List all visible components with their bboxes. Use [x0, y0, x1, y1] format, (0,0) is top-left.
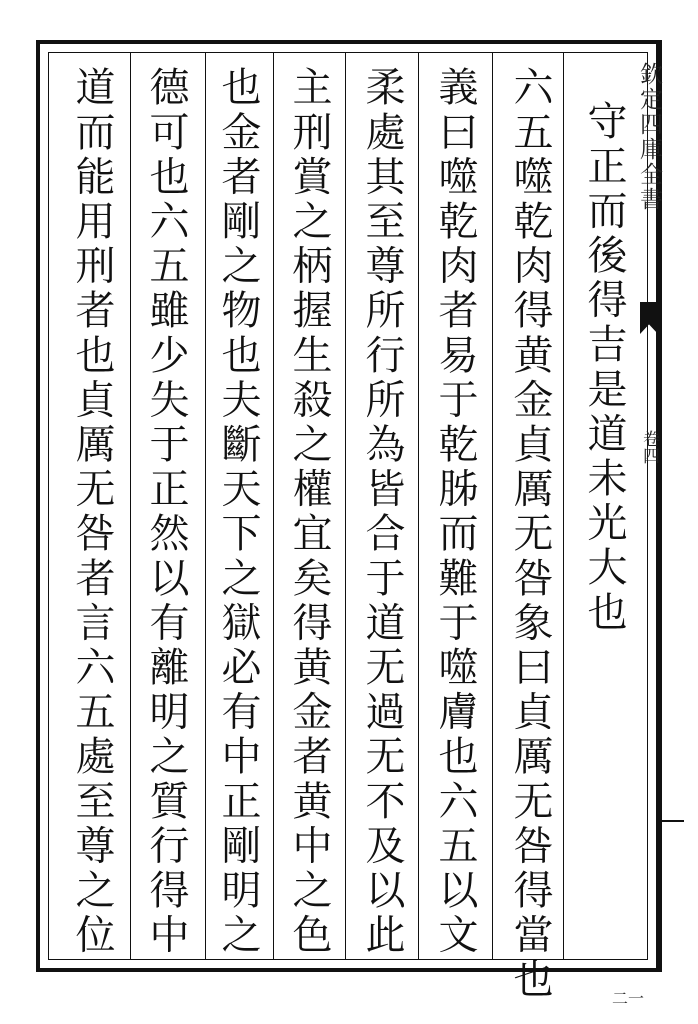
column-text: 義曰噬乾肉者易于乾胏而難于噬膚也六五以文: [432, 66, 478, 958]
column-text: 柔處其至尊所行所為皆合于道无過无不及以此: [359, 66, 405, 958]
margin-tick: [660, 820, 684, 822]
column-text: 主刑賞之柄握生殺之權宜矣得黄金者黄中之色: [286, 66, 332, 958]
text-column-6: [203, 66, 273, 956]
column-text: 六五噬乾肉得黄金貞厲无咎象曰貞厲无咎得當也: [507, 66, 553, 1003]
text-column-7: [131, 66, 201, 956]
column-text: 也金者剛之物也夫斷天下之獄必有中正剛明之: [215, 66, 261, 958]
column-text: 德可也六五雖少失于正然以有離明之質行得中: [143, 66, 189, 958]
text-column-3: [420, 66, 490, 956]
book-title: 欽定四庫全書: [636, 62, 662, 212]
column-text: 道而能用刑者也貞厲无咎者言六五處至尊之位: [69, 66, 115, 958]
column-rule: [345, 52, 346, 960]
text-column-8: [57, 66, 127, 956]
text-column-2: [495, 66, 565, 1003]
column-rule: [492, 52, 493, 960]
text-column-5: [274, 66, 344, 956]
column-text: 守正而後得吉是道未光大也: [581, 100, 627, 636]
volume-label: 卷四: [639, 430, 659, 464]
column-rule: [418, 52, 419, 960]
page-number: 二一: [612, 989, 645, 1008]
text-column-1: [569, 66, 639, 956]
text-column-4: [347, 66, 417, 956]
